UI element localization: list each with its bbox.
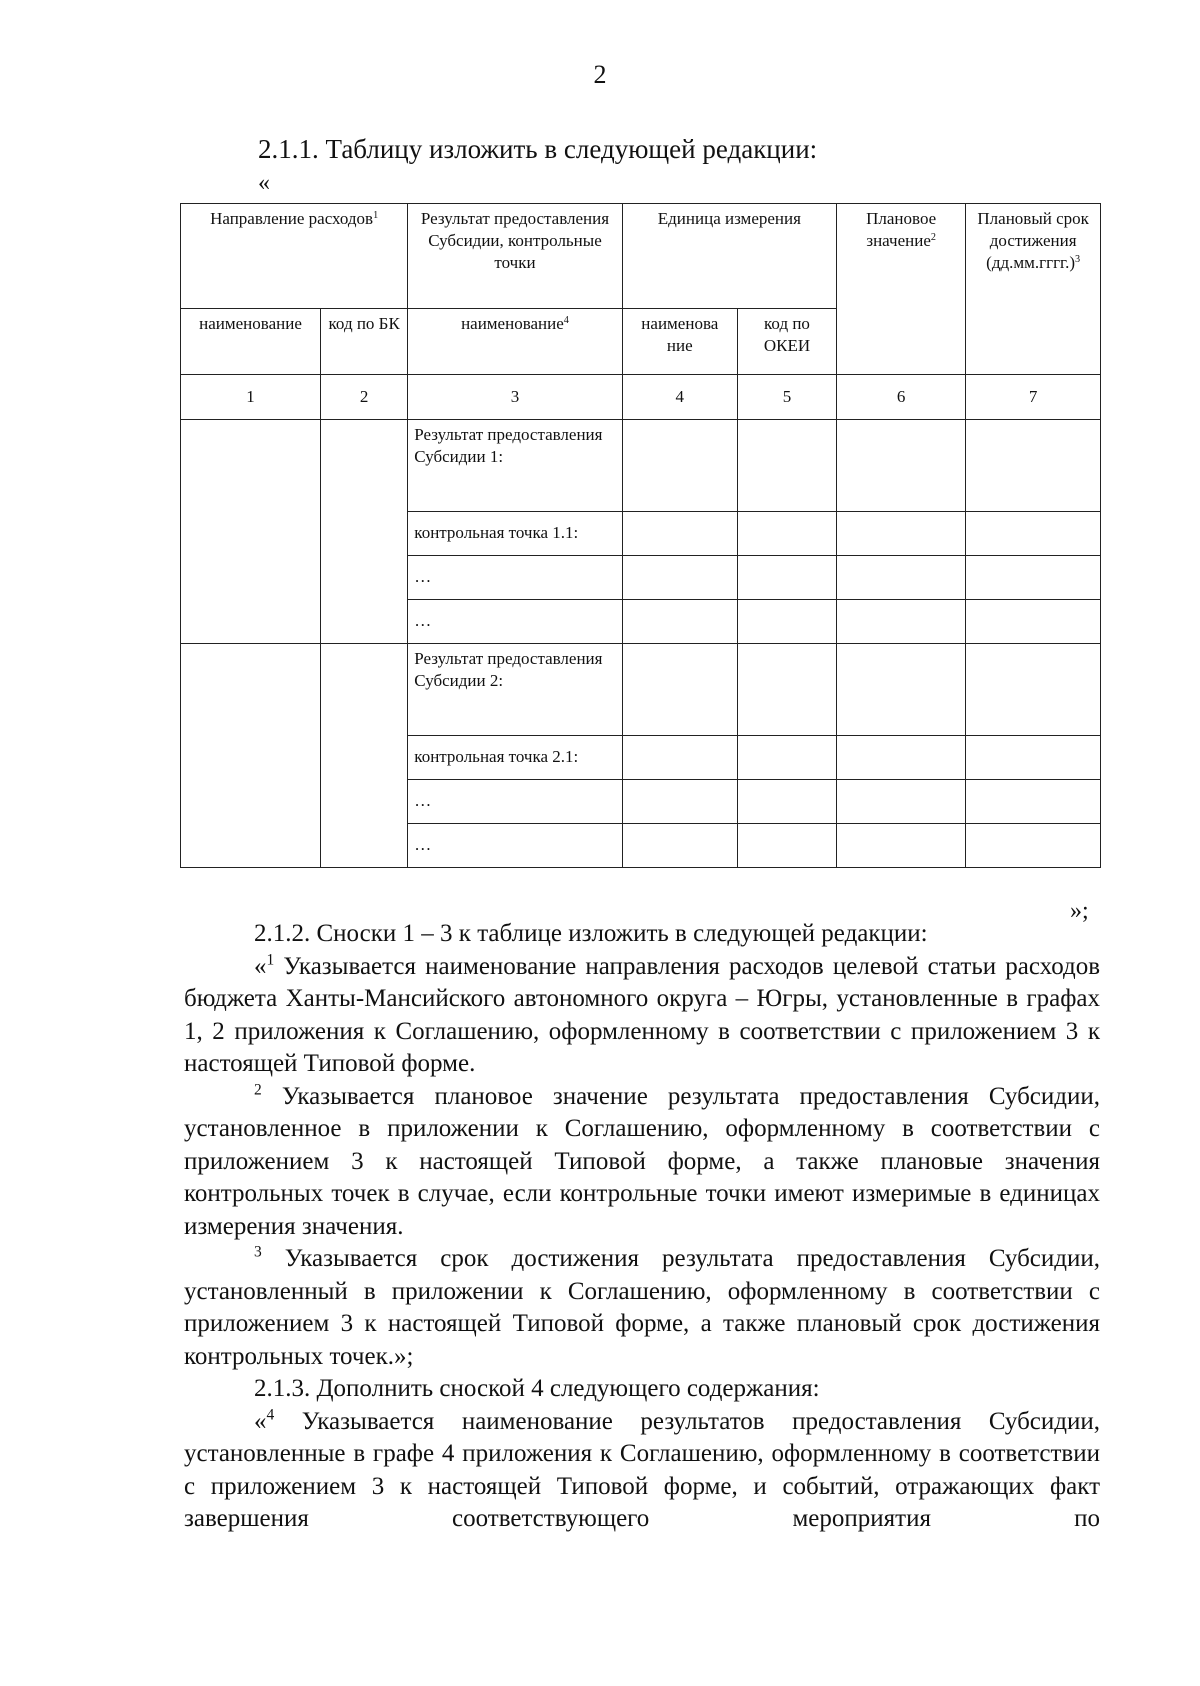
- cell-empty: [737, 556, 836, 600]
- cell-empty: [837, 780, 966, 824]
- cell-empty: [966, 420, 1101, 512]
- cell-empty: [966, 736, 1101, 780]
- checkpoint-1-1-label: контрольная точка 1.1:: [408, 512, 622, 556]
- cell-empty: [622, 644, 737, 736]
- header-plan-date: Плановый срок достижения (дд.мм.гггг.)$^3$: [966, 204, 1101, 375]
- header-result: Результат предоставления Субсидии, контрольные точки: [408, 204, 622, 309]
- cell-empty: [622, 824, 737, 868]
- cell-empty: [737, 512, 836, 556]
- cell-empty: [622, 600, 737, 644]
- opening-quote: «: [258, 170, 270, 196]
- cell-empty: [737, 780, 836, 824]
- cell-empty: [737, 736, 836, 780]
- cell-empty: [837, 512, 966, 556]
- table-row: [181, 644, 1101, 736]
- cell-empty: [966, 780, 1101, 824]
- cell-empty: [321, 420, 408, 644]
- col-number: 2: [321, 375, 408, 420]
- subheader-name: наименование: [181, 309, 321, 375]
- cell-empty: [737, 600, 836, 644]
- header-plan-value: Плановое значение$^2$: [837, 204, 966, 375]
- cell-empty: [181, 420, 321, 644]
- cell-empty: [622, 736, 737, 780]
- ellipsis-cell: …: [408, 600, 622, 644]
- ellipsis-cell: …: [408, 780, 622, 824]
- cell-empty: [737, 420, 836, 512]
- header-unit: Единица измерения: [622, 204, 836, 309]
- cell-empty: [622, 556, 737, 600]
- cell-empty: [966, 824, 1101, 868]
- cell-empty: [966, 600, 1101, 644]
- col-number: 1: [181, 375, 321, 420]
- cell-empty: [837, 420, 966, 512]
- section-heading-2-1-1: 2.1.1. Таблицу изложить в следующей редакции:: [258, 134, 818, 164]
- subheader-okei-code: код по ОКЕИ: [737, 309, 836, 375]
- cell-empty: [837, 600, 966, 644]
- col-number: 7: [966, 375, 1101, 420]
- cell-empty: [837, 556, 966, 600]
- result-2-label: Результат предоставления Субсидии 2:: [408, 644, 622, 736]
- footnote-4-paragraph: «$^4$ Указывается наименование результатов предоставления Субсидии, установленные в графе 4 приложения к Соглашению, оформленному в соответствии с приложением 3 к настоящей Типовой форме, и событий, отражающих факт завершения соответствующего мероприятия по: [184, 1406, 1100, 1532]
- cell-empty: [966, 644, 1101, 736]
- subheader-bk-code: код по БК: [321, 309, 408, 375]
- cell-empty: [837, 736, 966, 780]
- results-table: [180, 203, 1101, 868]
- table-header-row: [181, 204, 1101, 309]
- col-number: 3: [408, 375, 622, 420]
- cell-empty: [622, 420, 737, 512]
- closing-quote: »;: [1070, 898, 1089, 924]
- subheader-unit-name: наименова ние: [622, 309, 737, 375]
- ellipsis-cell: …: [408, 556, 622, 600]
- column-numbers-row: [181, 375, 1101, 420]
- header-expense-direction: Направление расходов$^1$: [181, 204, 408, 309]
- cell-empty: [622, 780, 737, 824]
- cell-empty: [966, 512, 1101, 556]
- table-row: [181, 420, 1101, 512]
- footnote-1-paragraph: «$^1$ Указывается наименование направления расходов целевой статьи расходов бюджета Ханты-Мансийского автономного округа – Югры, установленные в графах 1, 2 приложения к Соглашению, оформленному в соответствии с приложением 3 к настоящей Типовой форме.: [184, 951, 1100, 1077]
- document-body: [184, 918, 1100, 1536]
- cell-empty: [181, 644, 321, 868]
- section-heading-2-1-2: 2.1.2. Сноски 1 – 3 к таблице изложить в следующей редакции:: [254, 920, 928, 947]
- cell-empty: [837, 644, 966, 736]
- col-number: 5: [737, 375, 836, 420]
- section-heading-2-1-3: 2.1.3. Дополнить сноской 4 следующего содержания:: [254, 1375, 820, 1402]
- col-number: 4: [622, 375, 737, 420]
- cell-empty: [737, 644, 836, 736]
- page-number: 2: [593, 60, 607, 89]
- ellipsis-cell: …: [408, 824, 622, 868]
- checkpoint-2-1-label: контрольная точка 2.1:: [408, 736, 622, 780]
- cell-empty: [321, 644, 408, 868]
- result-1-label: Результат предоставления Субсидии 1:: [408, 420, 622, 512]
- subheader-result-name: наименование$^4$: [408, 309, 622, 375]
- cell-empty: [737, 824, 836, 868]
- footnote-2-paragraph: $^2$ Указывается плановое значение результата предоставления Субсидии, установленное в приложении к Соглашению, оформленному в соответствии с приложением 3 к настоящей Типовой форме, а также плановые значения контрольных точек в случае, если контрольные точки имеют измеримые в единицах измерения значения.: [184, 1081, 1100, 1240]
- footnote-3-paragraph: $^3$ Указывается срок достижения результата предоставления Субсидии, установленный в приложении к Соглашению, оформленному в соответствии с приложением 3 к настоящей Типовой форме, а также плановый срок достижения контрольных точек.»;: [184, 1243, 1100, 1370]
- cell-empty: [966, 556, 1101, 600]
- cell-empty: [622, 512, 737, 556]
- col-number: 6: [837, 375, 966, 420]
- cell-empty: [837, 824, 966, 868]
